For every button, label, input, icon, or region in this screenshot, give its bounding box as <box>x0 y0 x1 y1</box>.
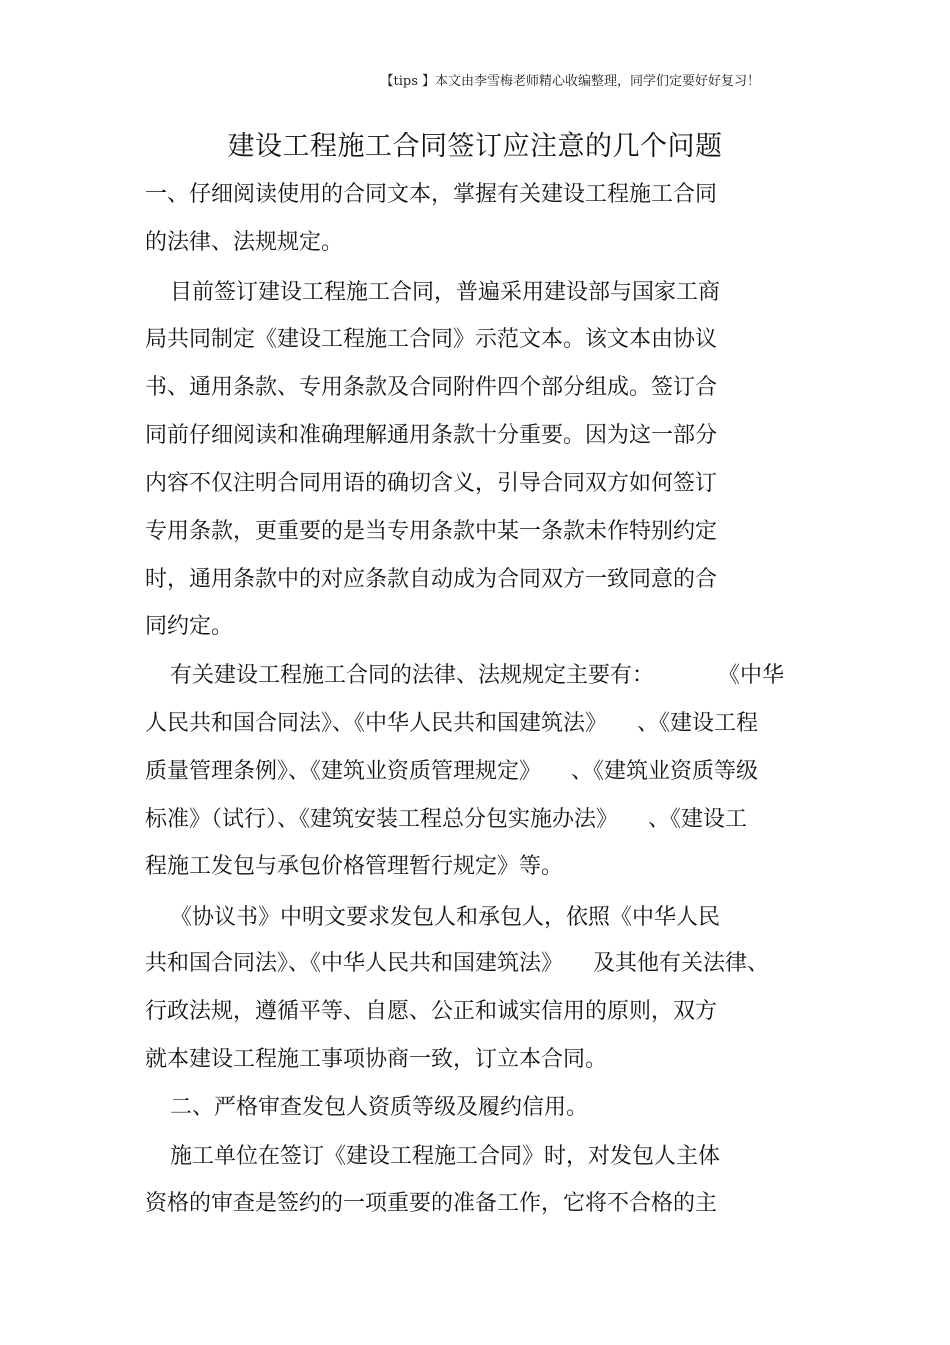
text-line: 一、仔细阅读使用的合同文本，掌握有关建设工程施工合同 <box>145 182 718 207</box>
text-line: 同约定。 <box>145 614 234 639</box>
text-segment: 、《建筑业资质等级 <box>571 759 759 784</box>
text-line <box>145 757 758 787</box>
text-line: 《协议书》中明文要求发包人和承包人，依照《中华人民 <box>170 905 721 930</box>
text-line <box>170 661 784 691</box>
text-line: 资格的审查是签约的一项重要的准备工作，它将不合格的主 <box>145 1191 718 1216</box>
text-line <box>145 709 758 739</box>
text-segment: 《中华 <box>718 663 785 688</box>
header-tips: 【tips 】本文由李雪梅老师精心收编整理，同学们定要好好复习！ <box>380 74 760 89</box>
text-line: 同前仔细阅读和准确理解通用条款十分重要。因为这一部分 <box>145 423 718 448</box>
text-segment: 人民共和国合同法》、《中华人民共和国建筑法》 <box>145 711 608 736</box>
section-heading: 二、严格审查发包人资质等级及履约信用。 <box>170 1095 589 1120</box>
document-title: 建设工程施工合同签订应注意的几个问题 <box>227 131 723 162</box>
text-line: 的法律、法规规定。 <box>145 230 344 255</box>
text-line: 目前签订建设工程施工合同，普遍采用建设部与国家工商 <box>170 280 721 305</box>
text-line: 时，通用条款中的对应条款自动成为合同双方一致同意的合 <box>145 567 718 592</box>
text-segment: 共和国合同法》、《中华人民共和国建筑法》 <box>145 951 564 976</box>
text-line <box>145 949 769 979</box>
text-segment: 有关建设工程施工合同的法律、法规规定主要有： <box>170 663 655 688</box>
text-line: 书、通用条款、专用条款及合同附件四个部分组成。签订合 <box>145 375 718 400</box>
text-line: 施工单位在签订《建设工程施工合同》时，对发包人主体 <box>170 1144 721 1169</box>
text-line: 内容不仅注明合同用语的确切含义，引导合同双方如何签订 <box>145 471 718 496</box>
text-line <box>145 805 747 835</box>
text-segment: 、《建设工 <box>648 807 748 832</box>
text-line: 程施工发包与承包价格管理暂行规定》等。 <box>145 854 564 879</box>
text-line: 就本建设工程施工事项协商一致，订立本合同。 <box>145 1047 608 1072</box>
text-line: 专用条款，更重要的是当专用条款中某一条款未作特别约定 <box>145 519 718 544</box>
text-segment: 质量管理条例》、《建筑业资质管理规定》 <box>145 759 542 784</box>
text-line: 局共同制定《建设工程施工合同》示范文本。该文本由协议 <box>145 327 718 352</box>
text-segment: 及其他有关法律、 <box>593 951 770 976</box>
text-segment: 、《建设工程 <box>637 711 759 736</box>
text-line: 行政法规，遵循平等、自愿、公正和诚实信用的原则，双方 <box>145 999 718 1024</box>
text-segment: 标准》（试行）、《建筑安装工程总分包实施办法》 <box>145 807 619 832</box>
